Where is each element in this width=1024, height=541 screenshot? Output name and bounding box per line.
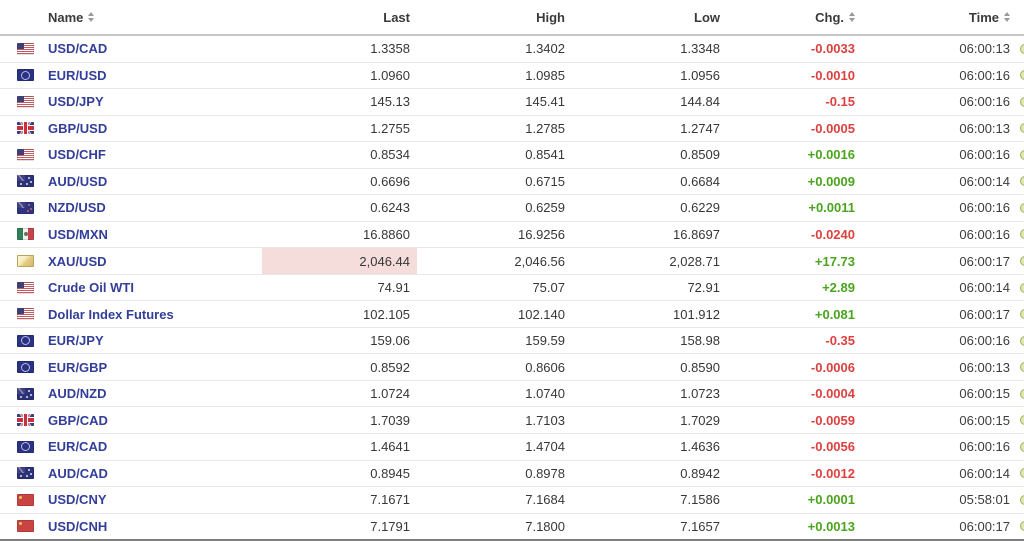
change-value-down: -0.0004	[810, 386, 855, 402]
column-header-time-label: Time	[968, 9, 999, 25]
pair-link[interactable]: AUD/USD	[48, 173, 108, 189]
table-row	[0, 300, 1024, 327]
market-open-clock-icon	[1020, 176, 1024, 186]
change-cell	[727, 169, 862, 195]
time-cell: 06:00:13	[959, 359, 1010, 375]
time-cell: 06:00:16	[959, 439, 1010, 455]
high-cell: 159.59	[525, 333, 565, 349]
pair-link[interactable]: NZD/USD	[48, 200, 106, 216]
time-cell: 06:00:16	[959, 67, 1010, 83]
time-cell: 06:00:17	[959, 518, 1010, 534]
change-cell	[727, 195, 862, 221]
column-header-name[interactable]	[0, 0, 262, 34]
high-cell: 0.8978	[525, 465, 565, 481]
time-cell: 06:00:14	[959, 465, 1010, 481]
high-cell: 16.9256	[518, 226, 565, 242]
change-cell	[727, 36, 862, 62]
change-value-down: -0.0059	[810, 412, 855, 428]
au-flag-icon	[17, 467, 34, 479]
table-row	[0, 327, 1024, 354]
cn-flag-icon	[17, 494, 34, 506]
last-cell: 1.3358	[370, 41, 410, 57]
market-open-clock-icon	[1020, 495, 1024, 505]
high-cell: 1.4704	[525, 439, 565, 455]
table-row	[0, 88, 1024, 115]
name-cell	[0, 275, 262, 301]
table-row	[0, 194, 1024, 221]
market-open-clock-icon	[1020, 442, 1024, 452]
clock-cell	[1017, 222, 1024, 248]
clock-cell	[1017, 36, 1024, 62]
pair-link[interactable]: USD/CNH	[48, 518, 108, 534]
name-cell	[0, 36, 262, 62]
change-cell	[727, 142, 862, 168]
eu-flag-icon	[17, 335, 34, 347]
last-cell: 1.0960	[370, 67, 410, 83]
us-flag-icon	[17, 149, 34, 161]
market-open-clock-icon	[1020, 283, 1024, 293]
low-cell: 0.8509	[680, 147, 720, 163]
clock-cell	[1017, 301, 1024, 327]
market-open-clock-icon	[1020, 389, 1024, 399]
change-value-down: -0.0006	[810, 359, 855, 375]
last-cell: 0.6243	[370, 200, 410, 216]
market-open-clock-icon	[1020, 362, 1024, 372]
column-header-low-label: Low	[694, 9, 720, 25]
last-cell: 7.1671	[370, 492, 410, 508]
change-value-down: -0.15	[825, 94, 855, 110]
name-cell	[0, 461, 262, 487]
pair-link[interactable]: USD/CHF	[48, 147, 106, 163]
column-header-low	[572, 0, 727, 34]
time-cell: 06:00:17	[959, 306, 1010, 322]
clock-cell	[1017, 407, 1024, 433]
pair-link[interactable]: Crude Oil WTI	[48, 280, 134, 296]
change-value-down: -0.35	[825, 333, 855, 349]
change-cell	[727, 407, 862, 433]
low-cell: 1.7029	[680, 412, 720, 428]
name-cell	[0, 222, 262, 248]
change-value-down: -0.0033	[810, 41, 855, 57]
market-open-clock-icon	[1020, 123, 1024, 133]
change-cell	[727, 461, 862, 487]
market-open-clock-icon	[1020, 415, 1024, 425]
low-cell: 158.98	[680, 333, 720, 349]
pair-link[interactable]: USD/MXN	[48, 226, 108, 242]
change-value-up: +0.0016	[807, 147, 855, 163]
clock-cell	[1017, 195, 1024, 221]
market-open-clock-icon	[1020, 468, 1024, 478]
clock-cell	[1017, 142, 1024, 168]
table-row	[0, 513, 1024, 540]
time-cell: 06:00:15	[959, 386, 1010, 402]
clock-cell	[1017, 381, 1024, 407]
name-cell	[0, 142, 262, 168]
change-value-down: -0.0240	[810, 226, 855, 242]
high-cell: 0.8606	[525, 359, 565, 375]
last-cell: 1.4641	[370, 439, 410, 455]
pair-link[interactable]: Dollar Index Futures	[48, 306, 174, 322]
gb-flag-icon	[17, 414, 34, 426]
clock-cell	[1017, 248, 1024, 274]
clock-cell	[1017, 275, 1024, 301]
high-cell: 7.1684	[525, 492, 565, 508]
low-cell: 7.1657	[680, 518, 720, 534]
last-cell: 0.8945	[370, 465, 410, 481]
low-cell: 0.8942	[680, 465, 720, 481]
table-row	[0, 460, 1024, 487]
time-cell: 06:00:16	[959, 200, 1010, 216]
high-cell: 0.8541	[525, 147, 565, 163]
change-cell	[727, 487, 862, 513]
time-cell: 06:00:13	[959, 120, 1010, 136]
change-cell	[727, 275, 862, 301]
high-cell: 0.6259	[525, 200, 565, 216]
clock-cell	[1017, 461, 1024, 487]
market-open-clock-icon	[1020, 70, 1024, 80]
name-cell	[0, 381, 262, 407]
pair-link[interactable]: XAU/USD	[48, 253, 107, 269]
column-header-time[interactable]	[862, 0, 1017, 34]
pair-link[interactable]: USD/CAD	[48, 41, 108, 57]
last-cell: 0.8592	[370, 359, 410, 375]
us-flag-icon	[17, 96, 34, 108]
clock-cell	[1017, 169, 1024, 195]
time-cell: 06:00:16	[959, 333, 1010, 349]
change-cell	[727, 63, 862, 89]
name-cell	[0, 328, 262, 354]
table-row	[0, 433, 1024, 460]
time-cell: 06:00:16	[959, 226, 1010, 242]
column-header-chg[interactable]	[727, 0, 862, 34]
name-cell	[0, 116, 262, 142]
cn-flag-icon	[17, 520, 34, 532]
change-value-down: -0.0012	[810, 465, 855, 481]
change-value-down: -0.0010	[810, 67, 855, 83]
pair-link[interactable]: USD/CNY	[48, 492, 107, 508]
pair-link[interactable]: GBP/CAD	[48, 412, 108, 428]
change-cell	[727, 328, 862, 354]
clock-cell	[1017, 487, 1024, 513]
eu-flag-icon	[17, 441, 34, 453]
pair-link[interactable]: EUR/CAD	[48, 439, 108, 455]
name-cell	[0, 407, 262, 433]
high-cell: 7.1800	[525, 518, 565, 534]
time-cell: 06:00:16	[959, 94, 1010, 110]
market-open-clock-icon	[1020, 336, 1024, 346]
name-cell	[0, 301, 262, 327]
change-value-up: +0.0009	[807, 173, 855, 189]
last-cell: 145.13	[370, 94, 410, 110]
last-cell: 102.105	[363, 306, 410, 322]
market-open-clock-icon	[1020, 229, 1024, 239]
time-cell: 06:00:14	[959, 173, 1010, 189]
low-cell: 1.4636	[680, 439, 720, 455]
time-cell: 06:00:17	[959, 253, 1010, 269]
high-cell: 1.0740	[525, 386, 565, 402]
table-body	[0, 36, 1024, 539]
high-cell: 102.140	[518, 306, 565, 322]
low-cell: 0.6229	[680, 200, 720, 216]
clock-cell	[1017, 354, 1024, 380]
last-cell: 2,046.44	[262, 248, 417, 274]
high-cell: 75.07	[532, 280, 565, 296]
name-cell	[0, 195, 262, 221]
change-value-down: -0.0056	[810, 439, 855, 455]
change-value-up: +0.0001	[807, 492, 855, 508]
change-value-up: +2.89	[822, 280, 855, 296]
column-header-high-label: High	[536, 9, 565, 25]
nz-flag-icon	[17, 202, 34, 214]
market-open-clock-icon	[1020, 97, 1024, 107]
sort-arrows-icon[interactable]	[88, 12, 94, 22]
gb-flag-icon	[17, 122, 34, 134]
change-cell	[727, 89, 862, 115]
market-open-clock-icon	[1020, 150, 1024, 160]
name-cell	[0, 89, 262, 115]
change-value-down: -0.0005	[810, 120, 855, 136]
time-cell: 06:00:16	[959, 147, 1010, 163]
time-cell: 06:00:15	[959, 412, 1010, 428]
high-cell: 1.7103	[525, 412, 565, 428]
pair-link[interactable]: EUR/JPY	[48, 333, 104, 349]
gold-flag-icon	[17, 255, 34, 267]
last-cell: 7.1791	[370, 518, 410, 534]
last-cell: 16.8860	[363, 226, 410, 242]
table-row	[0, 168, 1024, 195]
mx-flag-icon	[17, 228, 34, 240]
name-cell	[0, 248, 262, 274]
au-flag-icon	[17, 388, 34, 400]
name-cell	[0, 354, 262, 380]
low-cell: 101.912	[673, 306, 720, 322]
market-open-clock-icon	[1020, 521, 1024, 531]
table-header-row	[0, 0, 1024, 36]
low-cell: 72.91	[687, 280, 720, 296]
low-cell: 7.1586	[680, 492, 720, 508]
clock-cell	[1017, 63, 1024, 89]
table-row	[0, 247, 1024, 274]
column-header-chg-label: Chg.	[815, 9, 844, 25]
clock-cell	[1017, 116, 1024, 142]
clock-cell	[1017, 514, 1024, 540]
sort-arrows-icon[interactable]	[849, 12, 855, 22]
change-value-up: +17.73	[814, 253, 855, 269]
change-cell	[727, 222, 862, 248]
last-cell: 1.0724	[370, 386, 410, 402]
column-header-high	[417, 0, 572, 34]
change-cell	[727, 301, 862, 327]
column-header-last-label: Last	[383, 9, 410, 25]
table-row	[0, 274, 1024, 301]
column-header-name-label: Name	[48, 9, 84, 25]
low-cell: 16.8697	[673, 226, 720, 242]
low-cell: 0.8590	[680, 359, 720, 375]
last-cell: 0.6696	[370, 173, 410, 189]
last-cell: 0.8534	[370, 147, 410, 163]
last-cell: 1.2755	[370, 120, 410, 136]
change-cell	[727, 354, 862, 380]
au-flag-icon	[17, 175, 34, 187]
name-cell	[0, 487, 262, 513]
change-value-up: +0.0013	[807, 518, 855, 534]
change-cell	[727, 434, 862, 460]
pair-link[interactable]: EUR/GBP	[48, 359, 108, 375]
eu-flag-icon	[17, 361, 34, 373]
market-open-clock-icon	[1020, 309, 1024, 319]
low-cell: 2,028.71	[669, 253, 720, 269]
clock-cell	[1017, 434, 1024, 460]
table-row	[0, 221, 1024, 248]
high-cell: 1.2785	[525, 120, 565, 136]
last-cell: 74.91	[377, 280, 410, 296]
us-flag-icon	[17, 282, 34, 294]
table-row	[0, 406, 1024, 433]
change-value-up: +0.081	[814, 306, 855, 322]
change-cell	[727, 116, 862, 142]
name-cell	[0, 514, 262, 540]
change-cell	[727, 514, 862, 540]
table-row	[0, 353, 1024, 380]
sort-arrows-icon[interactable]	[1004, 12, 1010, 22]
change-cell	[727, 381, 862, 407]
high-cell: 2,046.56	[514, 253, 565, 269]
eu-flag-icon	[17, 69, 34, 81]
last-cell: 1.7039	[370, 412, 410, 428]
table-row	[0, 380, 1024, 407]
table-row	[0, 486, 1024, 513]
market-open-clock-icon	[1020, 256, 1024, 266]
low-cell: 1.0956	[680, 67, 720, 83]
low-cell: 1.0723	[680, 386, 720, 402]
low-cell: 0.6684	[680, 173, 720, 189]
pair-link[interactable]: AUD/CAD	[48, 465, 108, 481]
table-row	[0, 62, 1024, 89]
last-cell: 159.06	[370, 333, 410, 349]
low-cell: 1.2747	[680, 120, 720, 136]
time-cell: 05:58:01	[959, 492, 1010, 508]
change-cell	[727, 248, 862, 274]
us-flag-icon	[17, 308, 34, 320]
high-cell: 1.3402	[525, 41, 565, 57]
pair-link[interactable]: USD/JPY	[48, 94, 104, 110]
pair-link[interactable]: GBP/USD	[48, 120, 108, 136]
low-cell: 1.3348	[680, 41, 720, 57]
table-row	[0, 141, 1024, 168]
name-cell	[0, 169, 262, 195]
high-cell: 1.0985	[525, 67, 565, 83]
high-cell: 145.41	[525, 94, 565, 110]
market-open-clock-icon	[1020, 203, 1024, 213]
name-cell	[0, 434, 262, 460]
change-value-up: +0.0011	[808, 200, 855, 216]
column-header-last	[262, 0, 417, 34]
market-open-clock-icon	[1020, 44, 1024, 54]
clock-cell	[1017, 89, 1024, 115]
table-row	[0, 36, 1024, 62]
name-cell	[0, 63, 262, 89]
low-cell: 144.84	[680, 94, 720, 110]
time-cell: 06:00:14	[959, 280, 1010, 296]
high-cell: 0.6715	[525, 173, 565, 189]
clock-cell	[1017, 328, 1024, 354]
header-spacer	[1017, 0, 1024, 34]
time-cell: 06:00:13	[959, 41, 1010, 57]
pair-link[interactable]: AUD/NZD	[48, 386, 107, 402]
pair-link[interactable]: EUR/USD	[48, 67, 107, 83]
us-flag-icon	[17, 43, 34, 55]
table-row	[0, 115, 1024, 142]
